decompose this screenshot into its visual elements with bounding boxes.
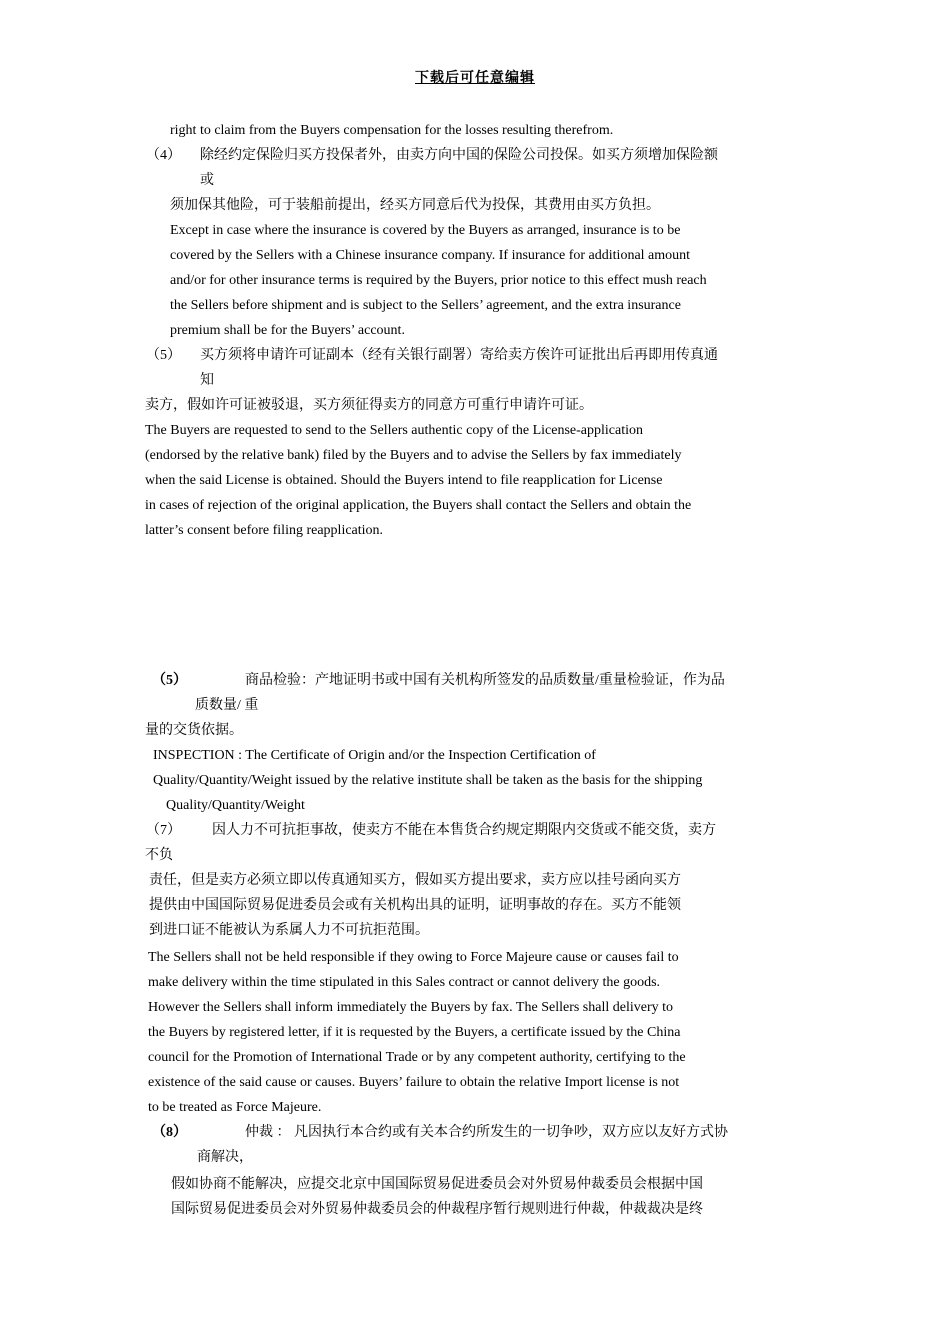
clause8-cn-line3: 国际贸易促进委员会对外贸易仲裁委员会的仲裁程序暂行规则进行仲裁，仲裁裁决是终 [171, 1202, 703, 1217]
clause5a-en-line: (endorsed by the relative bank) filed by the Buyers and to advise the Sellers by fax immediately [145, 448, 682, 463]
clause8-cn-line1: 仲裁 ： 凡因执行本合约或有关本合约所发生的一切争吵，双方应以友好方式协 [245, 1125, 728, 1140]
clause5a-cn-line1: 买方须将申请许可证副本（经有关银行副署）寄给卖方俟许可证批出后再即用传真通 [200, 348, 718, 363]
clause4-en-line: covered by the Sellers with a Chinese insurance company. If insurance for additional amount [170, 248, 691, 263]
clause7-en-line: make delivery within the time stipulated in this Sales contract or cannot delivery the goods. [148, 975, 661, 990]
clause4-number: （4） [146, 148, 181, 163]
header-title: 下载后可任意编辑 [415, 71, 535, 86]
clause4-cn-line2: 须加保其他险，可于装船前提出，经买方同意后代为投保，其费用由买方负担。 [170, 198, 660, 213]
clause8-cn-line1-wrap: 商解决， [197, 1150, 253, 1165]
clause5b-cn-line1: 商品检验：产地证明书或中国有关机构所签发的品质数量/重量检验证，作为品 [245, 673, 725, 688]
clause4-en-line: and/or for other insurance terms is required by the Buyers, prior notice to this effect mush reach [170, 273, 707, 288]
clause8-number: （8） [152, 1125, 187, 1140]
continuation-line: right to claim from the Buyers compensation for the losses resulting therefrom. [170, 123, 614, 138]
page-header [0, 66, 950, 91]
clause7-cn-line1-wrap: 不负 [145, 848, 173, 863]
clause7-en-line: the Buyers by registered letter, if it is requested by the Buyers, a certificate issued by the China [148, 1025, 681, 1040]
clause5a-en-line: in cases of rejection of the original application, the Buyers shall contact the Sellers and obtain the [145, 498, 692, 513]
clause7-en-line: The Sellers shall not be held responsible if they owing to Force Majeure cause or causes fail to [148, 950, 679, 965]
clause5a-cn-line1-wrap: 知 [200, 373, 214, 388]
clause7-en-line: However the Sellers shall inform immediately the Buyers by fax. The Sellers shall delivery to [148, 1000, 673, 1015]
clause7-cn-line2: 责任，但是卖方必须立即以传真通知买方，假如买方提出要求，卖方应以挂号函向买方 [149, 873, 681, 888]
clause8-cn-line2: 假如协商不能解决，应提交北京中国国际贸易促进委员会对外贸易仲裁委员会根据中国 [171, 1177, 703, 1192]
clause7-en-line: existence of the said cause or causes. Buyers’ failure to obtain the relative Import license is not [148, 1075, 680, 1090]
clause4-en-line: the Sellers before shipment and is subject to the Sellers’ agreement, and the extra insurance [170, 298, 681, 313]
clause5b-number: （5） [152, 673, 187, 688]
clause5a-number: （5） [146, 348, 181, 363]
clause7-cn-line3: 提供由中国国际贸易促进委员会或有关机构出具的证明，证明事故的存在。买方不能领 [149, 898, 681, 913]
clause7-cn-line4: 到进口证不能被认为系属人力不可抗拒范围。 [149, 923, 429, 938]
clause4-cn-line1: 除经约定保险归买方投保者外，由卖方向中国的保险公司投保。如买方须增加保险额 [200, 148, 718, 163]
clause7-en-line: to be treated as Force Majeure. [148, 1100, 322, 1115]
clause5a-en-line: when the said License is obtained. Should the Buyers intend to file reapplication for License [145, 473, 663, 488]
clause7-cn-line1: 因人力不可抗拒事故，使卖方不能在本售货合约规定期限内交货或不能交货，卖方 [212, 823, 716, 838]
clause5b-en-line: Quality/Quantity/Weight issued by the relative institute shall be taken as the basis for the shipping [153, 773, 703, 788]
clause5b-en-line: INSPECTION : The Certificate of Origin and/or the Inspection Certification of [153, 748, 596, 763]
clause5a-en-line: The Buyers are requested to send to the Sellers authentic copy of the License-application [145, 423, 643, 438]
clause5b-en-line: Quality/Quantity/Weight [166, 798, 305, 813]
clause4-en-line: Except in case where the insurance is covered by the Buyers as arranged, insurance is to be [170, 223, 681, 238]
clause7-en-line: council for the Promotion of International Trade or by any competent authority, certifying to the [148, 1050, 686, 1065]
clause5a-cn-line2: 卖方，假如许可证被驳退，买方须征得卖方的同意方可重行申请许可证。 [145, 398, 593, 413]
clause4-cn-line1-wrap: 或 [200, 173, 214, 188]
clause5a-en-line: latter’s consent before filing reapplication. [145, 523, 384, 538]
clause4-en-line: premium shall be for the Buyers’ account. [170, 323, 405, 338]
clause5b-cn-line1-wrap: 质数量/ 重 [195, 698, 259, 713]
clause7-number: （7） [146, 823, 181, 838]
clause5b-cn-line2: 量的交货依据。 [145, 723, 243, 738]
